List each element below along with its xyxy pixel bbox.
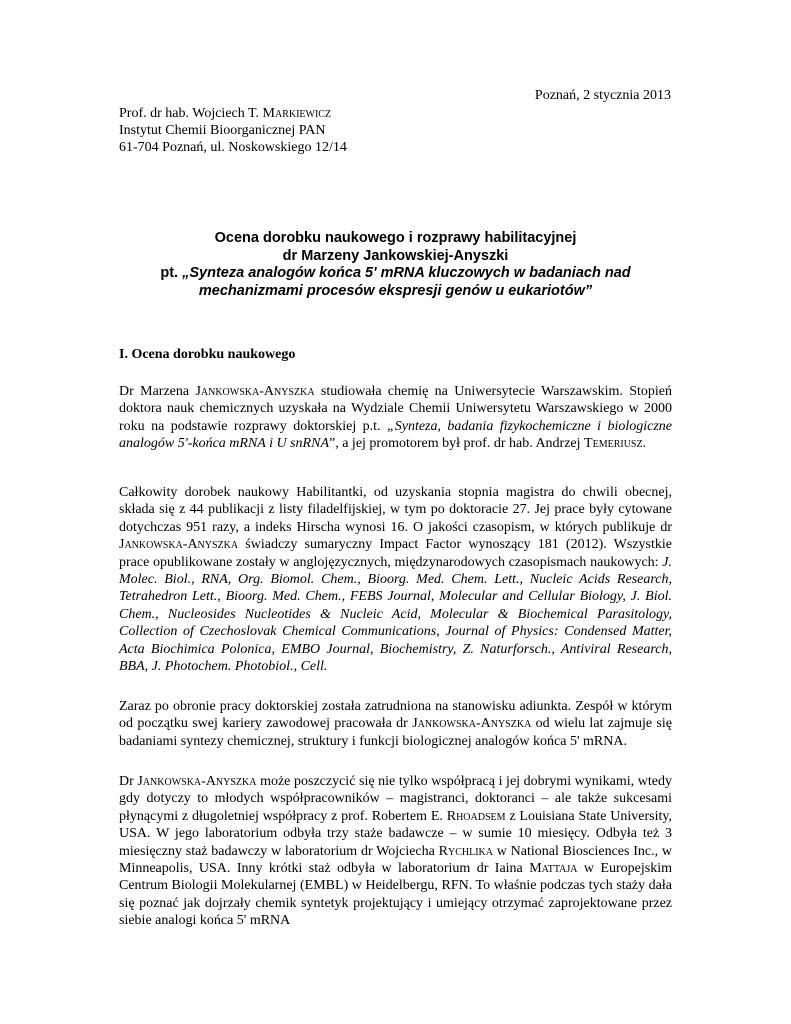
- text-run: Całkowity dorobek naukowy Habilitantki, od uzyskania stopnia magistra do chwili obecnej, składa się z 44 publikacji z listy filadelfijskiej, w tym po doktoracie 27. Jej prace były cytowane dotychczas 951 razy, a indeks Hirscha wynosi 16. O jakości czasopism, w których publikuje dr: [119, 485, 672, 535]
- paragraph-education: [119, 383, 672, 453]
- title-line-3: [119, 265, 672, 300]
- text-run: .: [642, 436, 647, 452]
- text-run: w National Biosciences Inc., w Minneapolis, USA. Inny krótki staż odbyła w laboratorium dr Iaina: [119, 843, 672, 877]
- title-line-2: dr Marzeny Jankowskiej-Anyszki: [282, 247, 509, 264]
- journal-list: J. Molec. Biol., RNA, Org. Biomol. Chem., Bioorg. Med. Chem. Lett., Nucleic Acids Research, Tetrahedron Lett., Bioorg. Med. Chem., FEBS Journal, Molecular and Cellular Biology, J. Biol. Chem., Nucleosides Nucleotides & Nucleic Acid, Molecular & Biochemical Parasitology, Collection of Czechoslovak Chemical Communications, Journal of Physics: Condensed Matter, Acta Biochimica Polonica, EMBO Journal, Biochemistry, Z. Naturforsch., Antiviral Research, BBA, J. Photochem. Photobiol., Cell.: [119, 554, 672, 675]
- text-run: w Europejskim Centrum Biologii Molekularnej (EMBL) w Heidelbergu, RFN. To właśnie podczas tych staży dała się poznać jak dojrzały chemik syntetyk projektujący i umiejący otrzymać zaprojektowane przez siebie analogi końca 5' mRNA: [119, 861, 673, 929]
- letter-date: Poznań, 2 stycznia 2013: [534, 88, 671, 103]
- title-prefix: pt.: [160, 265, 183, 281]
- text-run: świadczy sumaryczny Impact Factor wynoszący 181 (2012). Wszystkie prace opublikowane zostały w anglojęzycznych, międzynarodowych czasopismach naukowych:: [119, 537, 672, 570]
- candidate-name: Jankowska-Anyszka: [195, 384, 315, 399]
- author-line: [119, 105, 347, 122]
- text-run: Dr Marzena: [119, 384, 196, 399]
- paragraph-employment: [119, 698, 672, 750]
- section-heading: I. Ocena dorobku naukowego: [119, 347, 296, 362]
- text-run: Zaraz po obronie pracy doktorskiej została zatrudniona na stanowisku adiunkta. Zespół w którym od początku swej kariery zawodowej pracowała dr: [119, 699, 672, 732]
- author-prefix: Prof. dr hab. Wojciech T.: [119, 106, 263, 121]
- text-run: od wielu lat zajmuje się badaniami syntezy chemicznej, struktury i funkcji biologicznej analogów końca 5' mRNA.: [119, 716, 672, 749]
- doctoral-thesis-title: „Synteza, badania fizykochemiczne i biologiczne analogów 5'-końca mRNA i U snRNA: [119, 418, 672, 452]
- candidate-name: Jankowska-Anyszka: [412, 716, 532, 732]
- text-run: może poszczycić się nie tylko współpracą i jej dobrymi wynikami, wtedy gdy dotyczy to młodych współpracowników – magistranci, doktoranci – ale także sukcesami płynącymi z długoletniej współpracy z prof. Robertem E.: [119, 774, 672, 824]
- collaborator-name: Rhoadsem: [446, 808, 506, 824]
- text-run: studiowała chemię na Uniwersytecie Warszawskim. Stopień doktora nauk chemicznych uzyskała na Wydziale Chemii Uniwersytetu Warszawskiego w 2000 roku na podstawie rozprawy doktorskiej p.t.: [119, 384, 672, 434]
- thesis-title: „Synteza analogów końca 5' mRNA kluczowych w badaniach nad mechanizmami procesów ekspresji genów u eukariotów”: [182, 265, 631, 299]
- title-line-1: Ocena dorobku naukowego i rozprawy habilitacyjnej: [214, 230, 577, 246]
- paragraph-collaboration: [119, 773, 672, 930]
- address-line: 61-704 Poznań, ul. Noskowskiego 12/14: [119, 140, 347, 155]
- candidate-name: Jankowska-Anyszka: [137, 774, 257, 789]
- collaborator-name: Rychlika: [438, 843, 493, 859]
- text-run: z Louisiana State University, USA. W jego laboratorium odbyła trzy staże badawcze – w sumie 10 miesięcy. Odbyła też 3 miesięczny staż badawczy w laboratorium dr Wojciecha: [119, 808, 672, 859]
- sender-address-block: [119, 105, 347, 156]
- author-surname-rest: arkiewicz: [274, 106, 332, 121]
- candidate-name: Jankowska-Anyszka: [119, 537, 239, 553]
- promoter-name: Temeriusz: [584, 436, 643, 452]
- collaborator-name: Mattaja: [529, 861, 578, 877]
- document-title: [119, 230, 672, 300]
- text-run: ”, a jej promotorem był prof. dr hab. Andrzej: [329, 436, 585, 452]
- text-run: Dr: [119, 774, 138, 789]
- institute-line: Instytut Chemii Bioorganicznej PAN: [119, 123, 326, 138]
- paragraph-publications: [119, 484, 672, 675]
- author-surname-initial: M: [262, 106, 275, 121]
